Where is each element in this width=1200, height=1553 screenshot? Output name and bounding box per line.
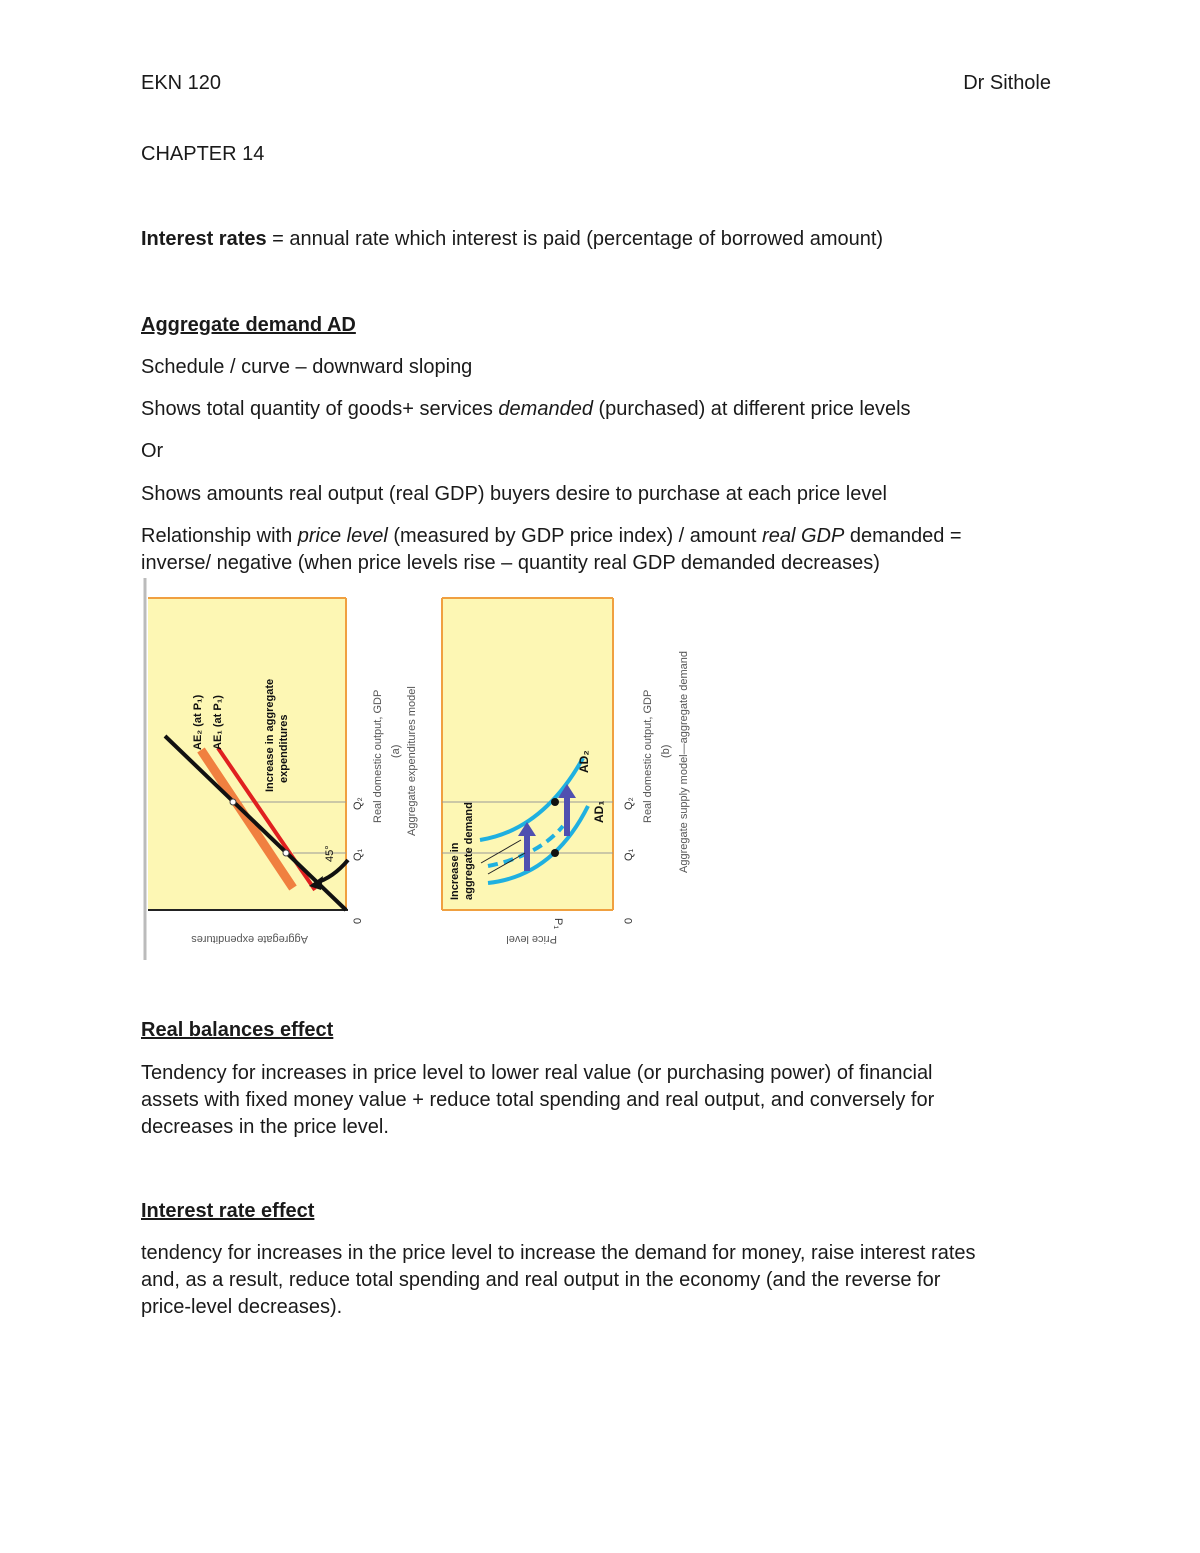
panel-b-xlabel: Real domestic output, GDP (642, 689, 654, 823)
panel-a-origin-label: 0 (352, 917, 364, 924)
panel-a-caption: Aggregate expenditures model (406, 686, 418, 836)
ad-line5-italic: price level (297, 525, 388, 547)
ae-ad-figure (143, 578, 703, 963)
panel-b-origin-label: 0 (623, 917, 635, 924)
panel-a-increase-label-1: Increase in aggregate (264, 678, 276, 792)
ae2-label: AE₂ (at P₁) (192, 694, 204, 750)
ad-line2-italic: demanded (498, 398, 593, 420)
ad2-label: AD₂ (577, 750, 591, 773)
ad-line-schedule: Schedule / curve – downward sloping (141, 356, 473, 378)
panel-a-q1-label: Q₁ (352, 848, 364, 861)
ad-line-relationship (141, 523, 962, 550)
interest-rates-text: = annual rate which interest is paid (percentage of borrowed amount) (266, 228, 884, 250)
ae1-label: AE₁ (at P₁) (212, 695, 224, 750)
ad-line-real-output: Shows amounts real output (real GDP) buyers desire to purchase at each price level (141, 483, 887, 505)
panel-b-increase-label-1: Increase in (449, 842, 461, 900)
course-code: EKN 120 (141, 72, 222, 94)
real-balances-line-2: assets with fixed money value + reduce total spending and real output, and conversely for (141, 1089, 935, 1111)
ad-line5-italic: real GDP (762, 525, 845, 547)
panel-a-caption-letter: (a) (390, 744, 402, 758)
ad-line-or: Or (141, 440, 164, 462)
interest-rates-definition (141, 226, 883, 253)
panel-b-point-q2 (551, 798, 559, 806)
ad-line2-part: (purchased) at different price levels (592, 398, 911, 420)
real-balances-line-3: decreases in the price level. (141, 1116, 389, 1138)
panel-b-q2-label: Q₂ (623, 797, 635, 810)
panel-b-caption-letter: (b) (660, 744, 672, 758)
interest-rates-term: Interest rates (141, 228, 267, 250)
aggregate-demand-heading: Aggregate demand AD (141, 314, 356, 336)
ad-line-total-quantity (141, 396, 911, 423)
ad-line-inverse: inverse/ negative (when price levels rise – quantity real GDP demanded decreases) (141, 552, 880, 574)
ad-line5-part: (measured by GDP price index) / amount (387, 525, 763, 547)
chapter-title: CHAPTER 14 (141, 143, 265, 165)
panel-b-ylabel: Price level (506, 933, 557, 945)
interest-rate-effect-line-1: tendency for increases in the price level to increase the demand for money, raise interest rates (141, 1242, 976, 1264)
ad1-label: AD₁ (592, 800, 606, 823)
ad-line5-part: Relationship with (141, 525, 298, 547)
panel-a-xlabel: Real domestic output, GDP (372, 689, 384, 823)
panel-a-q2-label: Q₂ (352, 797, 364, 810)
panel-a-increase-label-2: expenditures (278, 714, 290, 783)
panel-b-increase-label-2: aggregate demand (463, 802, 475, 900)
interest-rate-effect-heading: Interest rate effect (141, 1200, 315, 1222)
panel-b-q1-label: Q₁ (623, 848, 635, 861)
panel-b-caption: Aggregate supply model—aggregate demand (678, 651, 690, 873)
shift-arrow-right-shaft (564, 796, 570, 836)
panel-a-background (148, 598, 346, 910)
panel-a-point-q2 (230, 799, 236, 805)
lecturer-name: Dr Sithole (963, 72, 1051, 94)
ad-line5-part: demanded = (844, 525, 962, 547)
interest-rate-effect-line-2: and, as a result, reduce total spending and real output in the economy (and the reverse for (141, 1269, 941, 1291)
real-balances-heading: Real balances effect (141, 1019, 334, 1041)
panel-b-p1-label: P₁ (552, 918, 564, 930)
ad-line2-part: Shows total quantity of goods+ services (141, 398, 499, 420)
interest-rate-effect-line-3: price-level decreases). (141, 1296, 343, 1318)
panel-b-point-q1 (551, 849, 559, 857)
panel-a-ylabel: Aggregate expenditures (191, 933, 308, 945)
angle-label: 45° (324, 845, 336, 862)
real-balances-line-1: Tendency for increases in price level to lower real value (or purchasing power) of financial (141, 1062, 933, 1084)
panel-a-point-q1 (283, 850, 289, 856)
